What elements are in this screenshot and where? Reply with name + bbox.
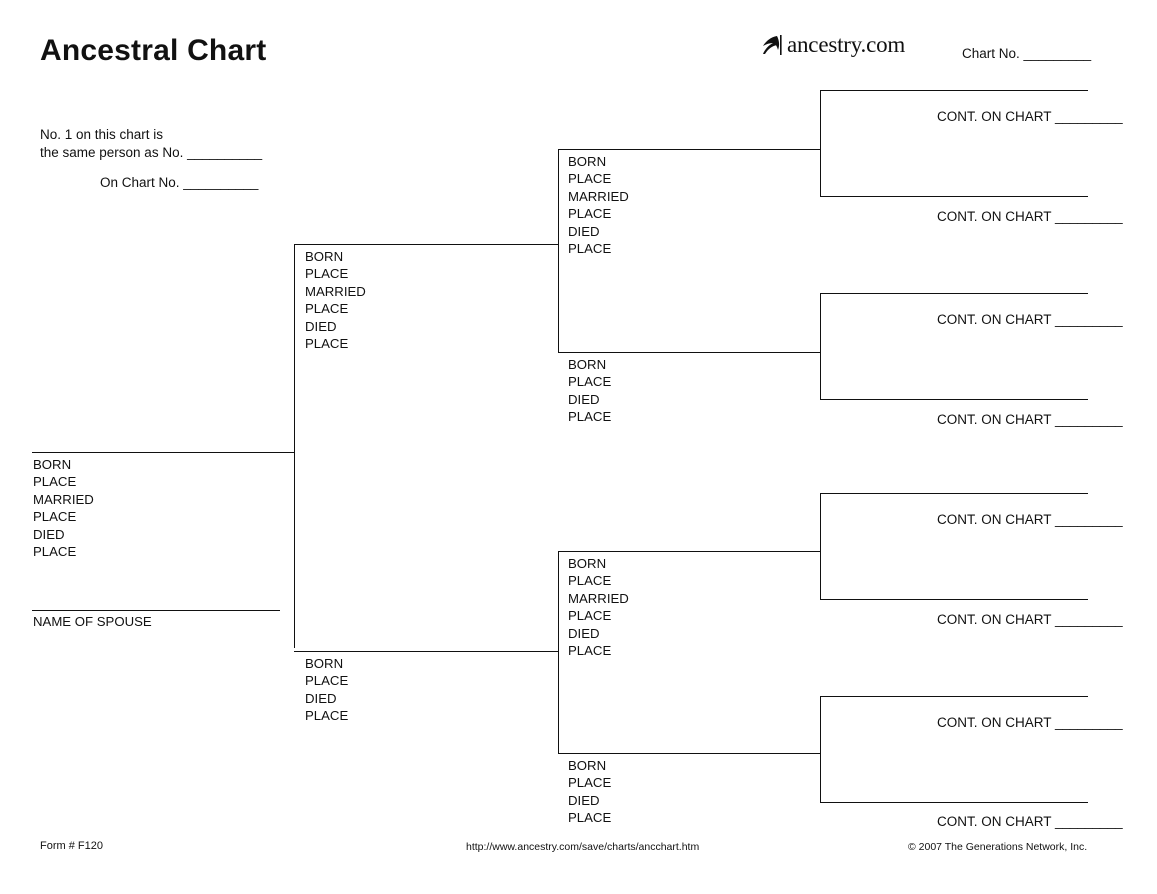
- connector-gen4-2-v: [820, 293, 821, 399]
- gen2-father-place-married: PLACE: [305, 301, 349, 317]
- gen3-3-rule: [558, 551, 820, 552]
- gen3-4-place-born: PLACE: [568, 775, 612, 791]
- gen3-1-married: MARRIED: [568, 188, 629, 204]
- form-number: Form # F120: [40, 840, 103, 852]
- gen4-2-cont[interactable]: CONT. ON CHART _________: [937, 209, 1123, 224]
- gen3-3-died: DIED: [568, 625, 600, 641]
- person1-died: DIED: [33, 526, 65, 542]
- gen2-father-born: BORN: [305, 249, 344, 264]
- gen3-3-place-married: PLACE: [568, 608, 612, 624]
- footer-url[interactable]: http://www.ancestry.com/save/charts/ancchart.htm: [466, 841, 700, 853]
- gen3-2-rule: [558, 352, 820, 353]
- connector-gen2-v: [294, 244, 295, 648]
- person1-place-married: PLACE: [33, 509, 77, 525]
- gen3-4-rule: [558, 753, 820, 754]
- gen4-8-cont[interactable]: CONT. ON CHART _________: [937, 814, 1123, 829]
- gen4-3-rule: [820, 293, 1088, 294]
- connector-gen3-top-v: [558, 149, 559, 352]
- gen2-father-rule: [294, 244, 542, 245]
- gen2-father-place-born: PLACE: [305, 266, 349, 282]
- gen3-2-born: BORN: [568, 357, 607, 372]
- gen2-father-place-died: PLACE: [305, 335, 349, 351]
- connector-p1-h: [280, 452, 294, 453]
- gen3-2-died: DIED: [568, 391, 600, 407]
- gen3-1-rule: [558, 149, 820, 150]
- gen3-3-born: BORN: [568, 556, 607, 571]
- gen4-4-rule: [820, 399, 1088, 400]
- name-of-spouse-label: NAME OF SPOUSE: [33, 614, 152, 629]
- gen4-7-cont[interactable]: CONT. ON CHART _________: [937, 715, 1123, 730]
- gen4-3-cont[interactable]: CONT. ON CHART _________: [937, 312, 1123, 327]
- gen3-2-place-born: PLACE: [568, 374, 612, 390]
- person1-name-rule: [32, 452, 294, 453]
- footer-copyright: © 2007 The Generations Network, Inc.: [908, 841, 1088, 853]
- gen4-6-cont[interactable]: CONT. ON CHART _________: [937, 612, 1123, 627]
- note-line-1: No. 1 on this chart is: [40, 127, 164, 142]
- gen4-5-rule: [820, 493, 1088, 494]
- person1-place-born: PLACE: [33, 474, 77, 490]
- ancestry-leaf-icon: [757, 33, 783, 57]
- gen2-mother-died: DIED: [305, 690, 337, 706]
- gen3-3-place-died: PLACE: [568, 642, 612, 658]
- gen3-1-fields: [568, 153, 629, 257]
- gen3-3-place-born: PLACE: [568, 573, 612, 589]
- connector-gen3-bottom-h: [542, 651, 558, 652]
- gen3-3-fields: [568, 555, 629, 659]
- gen4-8-rule: [820, 802, 1088, 803]
- gen4-6-rule: [820, 599, 1088, 600]
- person1-fields: [33, 456, 94, 560]
- connector-gen4-4-v: [820, 696, 821, 802]
- gen3-4-place-died: PLACE: [568, 810, 612, 826]
- gen3-1-born: BORN: [568, 154, 607, 169]
- gen2-mother-fields: [305, 655, 348, 725]
- person1-married: MARRIED: [33, 491, 94, 507]
- gen2-mother-rule: [294, 651, 542, 652]
- gen3-1-place-married: PLACE: [568, 206, 612, 222]
- connector-gen3-bottom-v: [558, 551, 559, 754]
- gen3-1-place-died: PLACE: [568, 240, 612, 256]
- gen4-1-cont[interactable]: CONT. ON CHART _________: [937, 109, 1123, 124]
- chart-no-field[interactable]: Chart No. _________: [962, 46, 1092, 61]
- page-title: Ancestral Chart: [40, 34, 267, 67]
- note-line-3[interactable]: On Chart No. __________: [100, 175, 259, 190]
- gen2-father-married: MARRIED: [305, 283, 366, 299]
- gen3-4-fields: [568, 757, 611, 827]
- gen3-4-died: DIED: [568, 792, 600, 808]
- gen4-5-cont[interactable]: CONT. ON CHART _________: [937, 512, 1123, 527]
- connector-gen4-1-v: [820, 90, 821, 196]
- note-line-2[interactable]: the same person as No. __________: [40, 145, 263, 160]
- gen4-2-rule: [820, 196, 1088, 197]
- gen3-2-place-died: PLACE: [568, 409, 612, 425]
- spouse-name-rule: [32, 610, 280, 611]
- gen3-1-place-born: PLACE: [568, 171, 612, 187]
- gen2-mother-born: BORN: [305, 656, 344, 671]
- gen3-2-fields: [568, 356, 611, 426]
- gen4-7-rule: [820, 696, 1088, 697]
- person1-place-died: PLACE: [33, 543, 77, 559]
- gen2-father-fields: [305, 248, 366, 352]
- gen2-mother-place-born: PLACE: [305, 673, 349, 689]
- brand-label: ancestry.com: [787, 32, 906, 57]
- person1-born: BORN: [33, 457, 72, 472]
- gen4-1-rule: [820, 90, 1088, 91]
- gen3-4-born: BORN: [568, 758, 607, 773]
- gen2-father-died: DIED: [305, 318, 337, 334]
- ancestry-brand: [757, 32, 905, 58]
- gen3-1-died: DIED: [568, 223, 600, 239]
- gen3-3-married: MARRIED: [568, 590, 629, 606]
- connector-gen4-3-v: [820, 493, 821, 599]
- connector-gen3-top-h: [542, 244, 558, 245]
- gen2-mother-place-died: PLACE: [305, 708, 349, 724]
- chart-reference-note: [40, 126, 262, 192]
- gen4-4-cont[interactable]: CONT. ON CHART _________: [937, 412, 1123, 427]
